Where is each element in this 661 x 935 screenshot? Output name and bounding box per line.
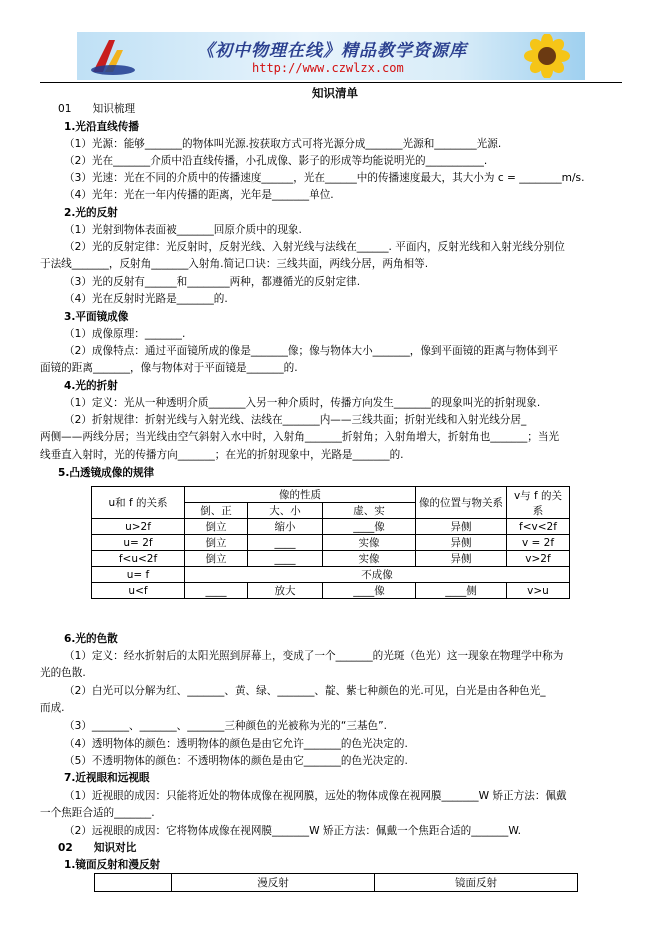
text-line: 于法线_______，反射角_______入射角.简记口诀：三线共面，两线分居，两角相等.: [40, 258, 429, 270]
section-heading: 3.平面镜成像: [64, 311, 129, 323]
cell: v>2f: [507, 551, 570, 567]
cell: 放大: [248, 583, 323, 599]
section-heading: 02 知识对比: [58, 842, 137, 854]
cell: 缩小: [248, 519, 323, 535]
section-heading: 5.凸透镜成像的规律: [58, 467, 155, 479]
cell: f<v<2f: [507, 519, 570, 535]
text-line: （1）光源：能够_______的物体叫光源.按获取方式可将光源分成_______光源和________光源.: [64, 138, 502, 150]
cell: ____像: [323, 519, 416, 535]
cell: ____侧: [416, 583, 507, 599]
table-row: [92, 551, 570, 567]
text-line: （1）定义：经水折射后的太阳光照到屏幕上，变成了一个_______的光斑（色光）这一现象在物理学中称为: [64, 650, 564, 662]
text-line: （2）白光可以分解为红、_______、黄、绿、_______、靛、紫七种颜色的光.可见，白光是由各种色光_: [64, 685, 546, 697]
cell: ____像: [323, 583, 416, 599]
cell: 异侧: [416, 551, 507, 567]
cell: ____: [185, 583, 248, 599]
text-line: （3）_______、_______、_______三种颜色的光被称为光的“三基色”.: [64, 720, 388, 732]
table-row: [92, 583, 570, 599]
cell: v>u: [507, 583, 570, 599]
cell: 异侧: [416, 535, 507, 551]
th-specular: 镜面反射: [375, 874, 578, 892]
doc-title: 知识清单: [312, 86, 358, 100]
th-image-nature: 像的性质: [185, 487, 416, 503]
cell: 不成像: [185, 567, 570, 583]
cell: f<u<2f: [92, 551, 185, 567]
cell: ____: [248, 535, 323, 551]
text-line: （4）透明物体的颜色：透明物体的颜色是由它允许_______的色光决定的.: [64, 738, 408, 750]
cell: u= f: [92, 567, 185, 583]
text-line: （3）光的反射有______和________两种，都遵循光的反射定律.: [64, 276, 361, 288]
text-line: （2）远视眼的成因：它将物体成像在视网膜_______W 矫正方法：佩戴一个焦距合适的_______W.: [64, 825, 521, 837]
cell: 倒立: [185, 551, 248, 567]
cell: 实像: [323, 551, 416, 567]
text-line: 光的色散.: [40, 667, 86, 679]
cell: u<f: [92, 583, 185, 599]
th-real-virtual: 虚、实: [323, 503, 416, 519]
cell: 实像: [323, 535, 416, 551]
header-rule: [40, 82, 622, 83]
section-heading: 2.光的反射: [64, 207, 118, 219]
table-row: [92, 535, 570, 551]
cell: 倒立: [185, 535, 248, 551]
banner-url: http://www.czwlzx.com: [252, 61, 404, 75]
text-line: 01 知识梳理: [58, 103, 136, 115]
table-row: [92, 519, 570, 535]
cell: ____: [248, 551, 323, 567]
lens-rule-table: [91, 486, 570, 599]
th-u-f: u和 f 的关系: [92, 487, 185, 519]
text-line: 而成.: [40, 702, 65, 714]
text-line: （4）光年：光在一年内传播的距离，光年是_______单位.: [64, 189, 334, 201]
text-line: （4）光在反射时光路是_______的.: [64, 293, 228, 305]
section-heading: 6.光的色散: [64, 633, 118, 645]
text-line: （2）成像特点：通过平面镜所成的像是_______像；像与物体大小_______，像到平面镜的距离与物体到平: [64, 345, 559, 357]
text-line: 一个焦距合适的_______.: [40, 807, 155, 819]
cell: u= 2f: [92, 535, 185, 551]
th-orientation: 倒、正: [185, 503, 248, 519]
cell: u>2f: [92, 519, 185, 535]
comparison-table: [94, 873, 578, 892]
text-line: 线垂直入射时，光的传播方向_______；在光的折射现象中，光路是_______的.: [40, 449, 404, 461]
text-line: 两侧——两线分居；当光线由空气斜射入水中时，入射角_______折射角；入射角增大，折射角也_______；当光: [40, 431, 560, 443]
logo-icon: [83, 36, 137, 76]
th-size: 大、小: [248, 503, 323, 519]
text-line: （3）光速：光在不同的介质中的传播速度______，光在______中的传播速度最大，其大小为 c = ________m/s.: [64, 172, 585, 184]
text-line: （1）光射到物体表面被_______回原介质中的现象.: [64, 224, 302, 236]
th-v-f: v与 f 的关系: [507, 487, 570, 519]
section-heading: 4.光的折射: [64, 380, 118, 392]
cell: 倒立: [185, 519, 248, 535]
text-line: 面镜的距离_______，像与物体对于平面镜是_______的.: [40, 362, 298, 374]
sunflower-icon: [517, 34, 577, 78]
text-line: （1）成像原理：_______.: [64, 328, 186, 340]
text-line: （2）折射规律：折射光线与入射光线、法线在_______内——三线共面；折射光线和入射光线分居_: [64, 414, 527, 426]
text-line: （1）近视眼的成因：只能将近处的物体成像在视网膜，远处的物体成像在视网膜_______W 矫正方法：佩戴: [64, 790, 567, 802]
th-position: 像的位置与物关系: [416, 487, 507, 519]
table-row: [92, 567, 570, 583]
text-line: （5）不透明物体的颜色：不透明物体的颜色是由它_______的色光决定的.: [64, 755, 408, 767]
section-heading: 1.镜面反射和漫反射: [64, 859, 161, 871]
text-line: （2）光在_______介质中沿直线传播，小孔成像、影子的形成等均能说明光的___________.: [64, 155, 488, 167]
header-banner: [77, 32, 585, 80]
th-diffuse: 漫反射: [172, 874, 375, 892]
cell: 异侧: [416, 519, 507, 535]
cell: [95, 874, 172, 892]
section-heading: 1.光沿直线传播: [64, 121, 139, 133]
banner-title: 《初中物理在线》精品教学资源库: [197, 41, 467, 61]
text-line: （2）光的反射定律：光反射时，反射光线、入射光线与法线在______. 平面内，反射光线和入射光线分别位: [64, 241, 565, 253]
text-line: （1）定义：光从一种透明介质_______入另一种介质时，传播方向发生_______的现象叫光的折射现象.: [64, 397, 541, 409]
cell: v = 2f: [507, 535, 570, 551]
section-heading: 7.近视眼和远视眼: [64, 772, 150, 784]
